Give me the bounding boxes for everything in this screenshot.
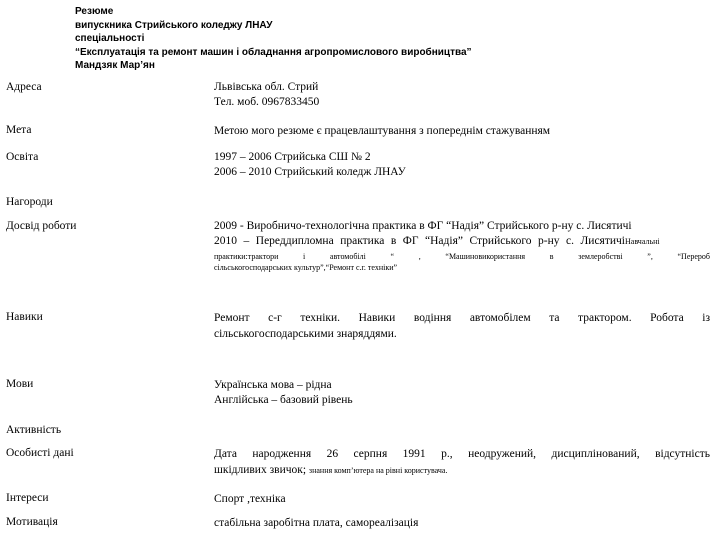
experience-label: Досвід роботи <box>6 220 77 232</box>
personal-line <box>214 462 710 478</box>
experience-line: 2009 - Виробничо-технологічна практика в ФГ “Надія” Стрийського р-ну с. Лисятичі <box>214 220 632 232</box>
language-line: Українська мова – рідна <box>214 379 332 391</box>
skills-label: Навики <box>6 311 43 323</box>
header-subtitle: випускника Стрийського коледжу ЛНАУ <box>75 19 273 31</box>
motivation-text: стабільна заробітна плата, самореалізація <box>214 517 419 529</box>
personal-line-text: шкідливих звичок; <box>214 464 307 476</box>
address-line: Львівська обл. Стрий <box>214 81 319 93</box>
education-label: Освіта <box>6 151 39 163</box>
education-line: 2006 – 2010 Стрийський коледж ЛНАУ <box>214 166 406 178</box>
interests-text: Спорт ,техніка <box>214 493 286 505</box>
experience-value <box>214 219 710 273</box>
header-specialty: “Експлуатація та ремонт машин і обладнання агропромислового виробництва” <box>75 46 472 58</box>
header-title: Резюме <box>75 6 114 17</box>
personal-label: Особисті дані <box>6 447 74 459</box>
interests-value <box>214 492 286 507</box>
language-line: Англійська – базовий рівень <box>214 394 353 406</box>
awards-label: Нагороди <box>6 196 53 208</box>
address-value <box>214 80 319 110</box>
languages-label: Мови <box>6 378 34 390</box>
address-label: Адреса <box>6 81 42 93</box>
experience-line <box>214 234 710 249</box>
phone-line: Тел. моб. 0967833450 <box>214 96 320 108</box>
education-line: 1997 – 2006 Стрийська СШ № 2 <box>214 151 371 163</box>
resume-header <box>75 5 472 73</box>
experience-line: практики:трактори і автомобілі “ , “Машиновикористання в землеробстві ”, “Перероб <box>214 252 710 261</box>
skills-line: Ремонт с-г техніки. Навики водіння автомобілем та трактором. Робота із <box>214 312 710 324</box>
skills-line: сільськогосподарськими знаряддями. <box>214 328 397 340</box>
goal-label: Мета <box>6 124 32 136</box>
experience-line-tail: Навчальні <box>625 237 660 246</box>
motivation-label: Мотивація <box>6 516 58 528</box>
experience-line-text: 2010 – Переддипломна практика в ФГ “Надія” Стрийського р-ну с. Лисятичі <box>214 235 625 247</box>
skills-value <box>214 310 710 342</box>
interests-label: Інтереси <box>6 492 49 504</box>
experience-line: сільськогосподарських культур”,“Ремонт с.г. техніки” <box>214 263 398 272</box>
languages-value <box>214 378 353 408</box>
header-specialty-label: спеціальності <box>75 33 145 44</box>
goal-value <box>214 124 550 139</box>
goal-text: Метою мого резюме є працевлаштування з попереднім стажуванням <box>214 125 551 137</box>
activity-label: Активність <box>6 424 62 436</box>
education-value <box>214 150 406 180</box>
personal-line: Дата народження 26 серпня 1991 р., неодружений, дисциплінований, відсутність <box>214 448 710 460</box>
personal-value <box>214 446 710 478</box>
personal-line-tail: знання комп’ютера на рівні користувача. <box>308 466 448 475</box>
motivation-value <box>214 516 418 531</box>
header-name: Мандзяк Мар’ян <box>75 60 155 71</box>
